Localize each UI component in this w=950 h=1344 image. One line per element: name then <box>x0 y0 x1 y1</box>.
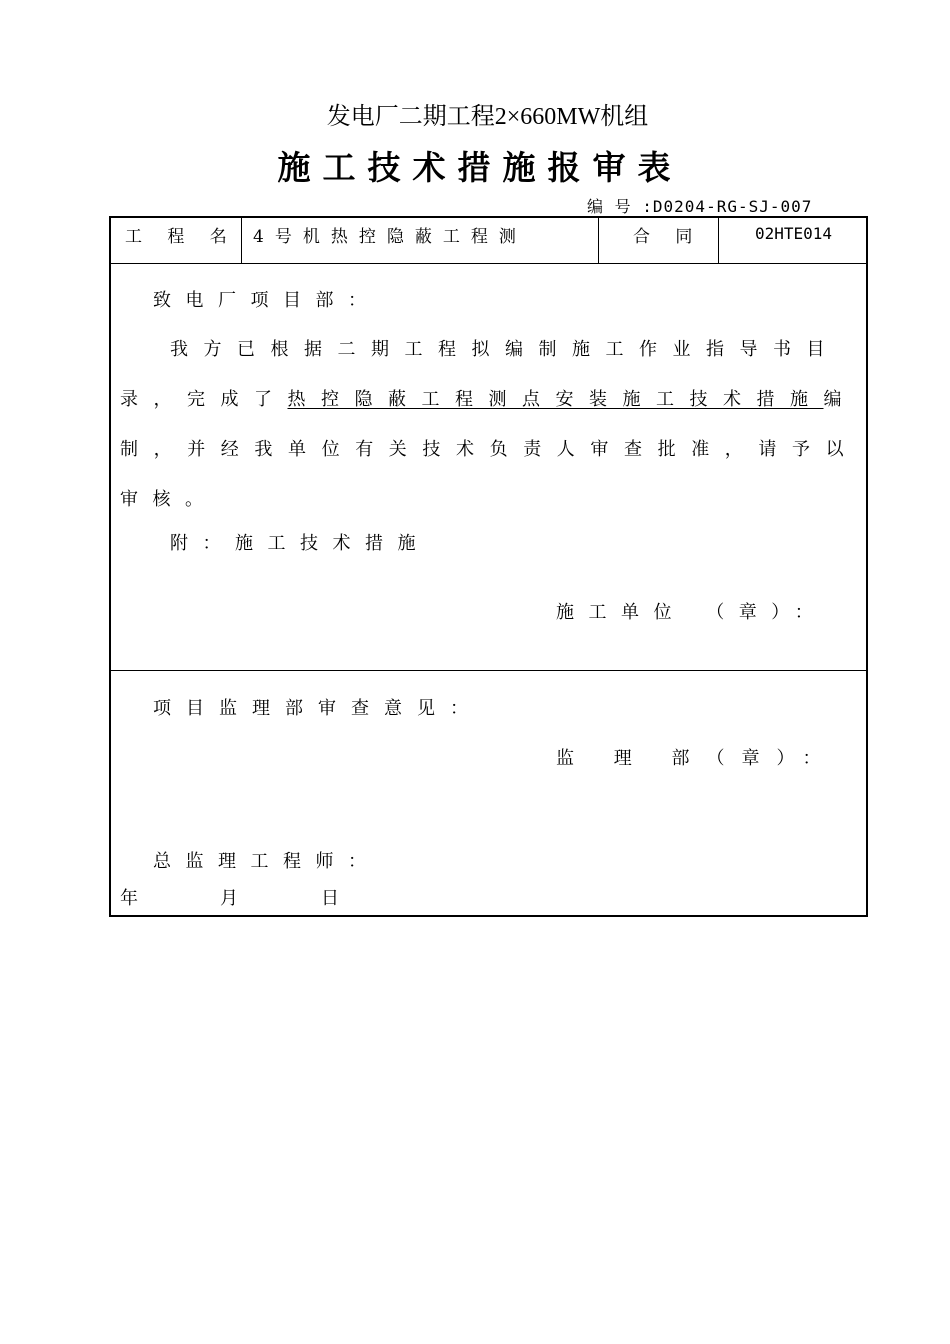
project-name-label: 工 程 名 <box>125 227 237 247</box>
column-divider <box>241 218 242 263</box>
review-opinion-label: 项目监理部审查意见： <box>153 698 483 719</box>
date-day-label: 日 <box>321 888 354 909</box>
document-subtitle: 发电厂二期工程2×660MW机组 <box>326 104 649 130</box>
statement-line-1: 我方已根据二期工程拟编制施工作业指导书目 <box>170 339 840 360</box>
date-month-label: 月 <box>220 888 253 909</box>
statement-line-2-suffix: 编 <box>823 389 857 410</box>
measure-name-underlined: 热控隐蔽工程测点安装施工技术措施 <box>287 389 824 410</box>
chief-engineer-label: 总监理工程师： <box>153 851 381 872</box>
document-number: 编 号 :D0204-RG-SJ-007 <box>587 197 813 216</box>
contractor-stamp-label: 施工单位 （章）： <box>556 602 828 623</box>
contract-number: 02HTE014 <box>755 224 833 243</box>
addressee: 致电厂项目部： <box>153 290 381 311</box>
contract-label: 合 同 <box>633 227 703 247</box>
project-info-row <box>111 218 866 264</box>
column-divider <box>598 218 599 263</box>
statement-line-2 <box>120 385 857 411</box>
statement-line-3: 制，并经我单位有关技术负责人审查批准，请予以 <box>120 439 860 460</box>
attachment-note: 附：施工技术措施 <box>170 533 430 554</box>
statement-line-4: 审核。 <box>120 489 218 510</box>
supervision-stamp-label: 监 理 部（章）： <box>556 748 838 769</box>
date-year-label: 年 <box>120 888 153 909</box>
project-name-value: 4号机热控隐蔽工程测 <box>253 227 527 247</box>
review-form-table <box>109 216 868 917</box>
document-title: 施工技术措施报审表 <box>277 148 683 187</box>
column-divider <box>718 218 719 263</box>
statement-line-2-prefix: 录，完成了 <box>120 389 288 410</box>
section-divider <box>111 670 866 671</box>
